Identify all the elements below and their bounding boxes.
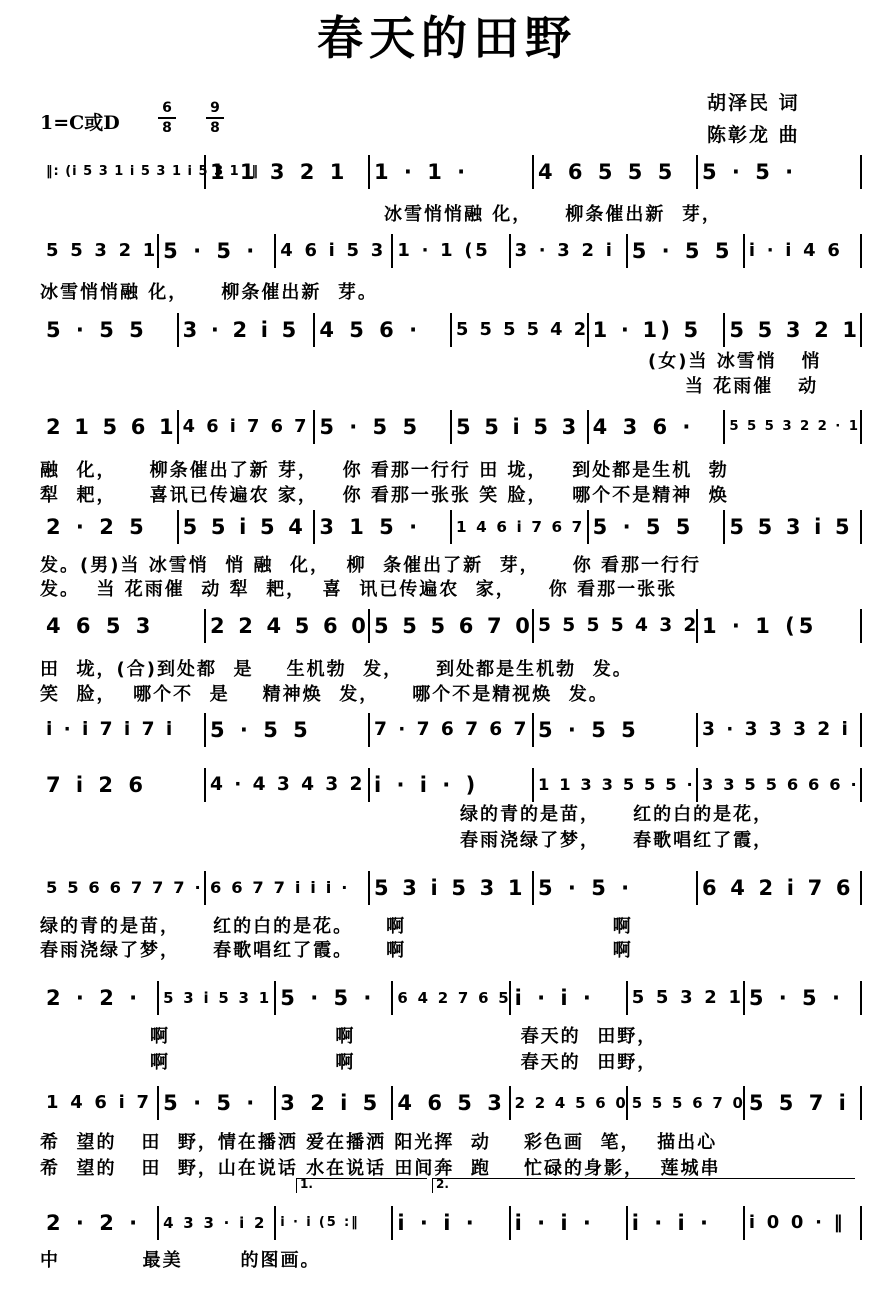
measure: 5 5 5 3 2 2 · 1 [729, 419, 860, 434]
barline [204, 155, 206, 189]
measure: 5 · 5 5 [538, 718, 640, 742]
notation-row [40, 512, 860, 542]
measure: 1 · 1 (5 [702, 614, 818, 638]
measure: 3 · 3 2 i [514, 240, 615, 261]
measure: 4 6 5 5 5 [538, 160, 677, 184]
notation-row [40, 715, 860, 745]
lyric-line: 希 望的 田 野，情在播洒 爱在播洒 阳光挥 动 彩色画 笔， 描出心 [40, 1132, 718, 1153]
measure: i · i · [397, 1211, 478, 1235]
notation-row [40, 611, 860, 641]
barline [587, 313, 589, 347]
barline [204, 768, 206, 802]
barline [587, 510, 589, 544]
barline [274, 1086, 276, 1120]
barline [860, 1086, 862, 1120]
lyric-line: 冰雪悄悄融 化， 柳条催出新 芽， [384, 204, 722, 225]
lyric-line: 啊 啊 春天的 田野， [150, 1026, 658, 1047]
measure: 2 2 4 5 6 0 [514, 1094, 629, 1112]
measure: i 0 0 · ‖ [748, 1212, 846, 1233]
measure: 5 3 i 5 3 1 [374, 876, 526, 900]
barline [626, 1206, 628, 1240]
barline [177, 313, 179, 347]
measure: i · i · [514, 986, 595, 1010]
measure: 5 5 3 2 1 [46, 240, 159, 261]
barline [177, 410, 179, 444]
measure: 4 5 6 · [319, 318, 422, 342]
lyric-line: 发。(男)当 冰雪悄 悄 融 化， 柳 条催出了新 芽， 你 看那一行行 [40, 555, 701, 576]
barline [860, 713, 862, 747]
measure: 5 · 5 · [163, 1091, 259, 1115]
measure: i · i 4 6 [748, 240, 843, 261]
measure: 3 3 5 5 6 6 6 · [702, 775, 859, 794]
measure: 1 4 6 i 7 6 7 [456, 518, 585, 536]
measure: i · i · ) [374, 773, 480, 797]
barline [532, 609, 534, 643]
measure: 5 · 5 · [280, 986, 376, 1010]
measure: 1 · 1 · [374, 160, 470, 184]
barline [696, 609, 698, 643]
barline [532, 155, 534, 189]
measure: 6 4 2 i 7 6 [702, 876, 854, 900]
barline [391, 981, 393, 1015]
measure: 5 5 5 5 4 2 [456, 320, 589, 340]
barline [157, 234, 159, 268]
barline [723, 313, 725, 347]
barline [626, 1086, 628, 1120]
measure: 4 6 5 3 [397, 1091, 506, 1115]
measure: 1 1 3 3 5 5 5 · [538, 775, 695, 794]
measure: ‖: (i 5 3 1 i 5 3 1 i 5 3 1 :‖ [46, 164, 259, 179]
measure: 5 · 5 · [702, 160, 798, 184]
barline [313, 510, 315, 544]
notation-row [40, 157, 860, 187]
barline [177, 510, 179, 544]
measure: 5 3 i 5 3 1 [163, 989, 272, 1007]
volta-label-1: 1. [300, 1177, 313, 1191]
measure: 6 4 2 7 6 5 [397, 989, 511, 1007]
barline [743, 1206, 745, 1240]
notation-row [40, 770, 860, 800]
barline [313, 313, 315, 347]
measure: 5 · 5 · [538, 876, 634, 900]
barline [860, 234, 862, 268]
measure: 3 · 2 i 5 [182, 318, 300, 342]
barline [450, 410, 452, 444]
measure: 5 5 i 5 3 [456, 415, 580, 439]
barline [860, 510, 862, 544]
measure: 5 · 5 · [163, 239, 259, 263]
measure: 4 3 3 · i 2 [163, 1214, 267, 1232]
volta-bracket-2 [432, 1178, 855, 1193]
measure: 3 · 3 3 3 2 i [702, 719, 851, 740]
lyric-line: 当 花雨催 动 [685, 376, 819, 397]
measure: 7 i 2 6 [46, 773, 147, 797]
measure: 5 · 5 5 [46, 318, 148, 342]
lyric-line: 犁 耙， 喜讯已传遍农 家， 你 看那一张张 笑 脸， 哪个不是精神 焕 [40, 485, 729, 506]
barline [509, 1086, 511, 1120]
barline [696, 155, 698, 189]
lyric-line: 田 垅，(合)到处都 是 生机勃 发， 到处都是生机勃 发。 [40, 659, 633, 680]
barline [743, 234, 745, 268]
notation-row [40, 315, 860, 345]
lyric-line: 绿的青的是苗， 红的白的是花。 啊 啊 [40, 916, 633, 937]
barline [204, 713, 206, 747]
barline [626, 981, 628, 1015]
lyric-line: 笑 脸， 哪个不 是 精神焕 发， 哪个不是精视焕 发。 [40, 684, 609, 705]
barline [860, 609, 862, 643]
measure: i · i 7 i 7 i [46, 719, 175, 740]
barline [274, 981, 276, 1015]
barline [696, 713, 698, 747]
time-sig-numerator: 6 [162, 100, 172, 116]
barline [391, 1086, 393, 1120]
barline [509, 234, 511, 268]
lyric-line: 啊 啊 春天的 田野， [150, 1052, 658, 1073]
measure: 2 · 2 · [46, 1211, 142, 1235]
measure: 2 · 2 · [46, 986, 142, 1010]
measure: 1 1 3 2 1 [210, 160, 349, 184]
lyric-line: 冰雪悄悄融 化， 柳条催出新 芽。 [40, 282, 378, 303]
measure: 4 3 6 · [592, 415, 695, 439]
barline [204, 871, 206, 905]
lyricist-credit: 胡泽民 词 [707, 92, 800, 114]
barline [532, 871, 534, 905]
barline [368, 155, 370, 189]
measure: 4 · 4 3 4 3 2 [210, 774, 365, 795]
lyric-line: 希 望的 田 野，山在说话 水在说话 田间奔 跑 忙碌的身影， 莲城串 [40, 1158, 721, 1179]
notation-row [40, 1088, 860, 1118]
barline [274, 1206, 276, 1240]
barline [696, 871, 698, 905]
lyric-line: 融 化， 柳条催出了新 芽， 你 看那一行行 田 垅， 到处都是生机 勃 [40, 460, 729, 481]
barline [860, 1206, 862, 1240]
barline [391, 1206, 393, 1240]
barline [368, 609, 370, 643]
barline [509, 1206, 511, 1240]
barline [587, 410, 589, 444]
measure: i · i · [631, 1211, 712, 1235]
lyric-line: 中 最美 的图画。 [40, 1250, 321, 1271]
barline [743, 1086, 745, 1120]
measure: 4 6 i 5 3 [280, 240, 386, 261]
barline [368, 871, 370, 905]
measure: 5 · 5 5 [592, 515, 695, 539]
barline [509, 981, 511, 1015]
composer-credit: 陈彰龙 曲 [707, 124, 800, 146]
measure: 5 · 5 5 [210, 718, 312, 742]
measure: 5 5 i 5 4 [182, 515, 307, 539]
time-signature-1 [158, 100, 176, 136]
page-title: 春天的田野 [317, 11, 577, 65]
barline [723, 410, 725, 444]
time-signature-2 [206, 100, 224, 136]
notation-row [40, 236, 860, 266]
time-sig-denominator: 8 [162, 120, 172, 136]
barline [860, 768, 862, 802]
lyric-line: 春雨浇绿了梦， 春歌唱红了霞， [460, 830, 774, 851]
measure: 4 6 5 3 [46, 614, 155, 638]
barline [532, 713, 534, 747]
measure: 5 · 5 · [748, 986, 844, 1010]
lyric-line: 发。 当 花雨催 动 犁 耙， 喜 讯已传遍农 家， 你 看那一张张 [40, 579, 678, 600]
barline [368, 768, 370, 802]
measure: 6 6 7 7 i i i · [210, 878, 350, 897]
measure: 5 5 5 5 4 3 2 [538, 615, 699, 636]
measure: 1 4 6 i 7 [46, 1092, 152, 1113]
barline [368, 713, 370, 747]
lyric-line: 绿的青的是苗， 红的白的是花， [460, 804, 774, 825]
notation-row [40, 873, 860, 903]
key-signature: 1=C或D [40, 112, 120, 134]
barline [860, 155, 862, 189]
measure: 5 · 5 5 [319, 415, 422, 439]
measure: 5 5 7 i [748, 1091, 850, 1115]
measure: 5 5 5 6 7 0 [631, 1094, 746, 1112]
measure: 4 6 i 7 6 7 [182, 417, 309, 437]
measure: 2 1 5 6 1 [46, 415, 177, 439]
time-sig-denominator: 8 [210, 120, 220, 136]
barline [743, 981, 745, 1015]
measure: 3 1 5 · [319, 515, 422, 539]
barline [450, 313, 452, 347]
measure: 5 5 3 2 1 [729, 318, 861, 342]
measure: 3 2 i 5 [280, 1091, 382, 1115]
measure: 2 · 2 5 [46, 515, 148, 539]
barline [626, 234, 628, 268]
measure: 1 · 1) 5 [592, 318, 702, 342]
lyric-line: 春雨浇绿了梦， 春歌唱红了霞。 啊 啊 [40, 940, 633, 961]
notation-row [40, 983, 860, 1013]
barline [860, 871, 862, 905]
measure: 7 · 7 6 7 6 7 [374, 719, 529, 740]
measure: i · i · [514, 1211, 595, 1235]
barline [860, 313, 862, 347]
measure: 1 · 1 (5 [397, 240, 491, 261]
measure: 5 5 3 i 5 [729, 515, 853, 539]
volta-bracket-1 [296, 1178, 427, 1193]
measure: 5 · 5 5 [631, 239, 734, 263]
barline [157, 1086, 159, 1120]
notation-row [40, 1208, 860, 1238]
barline [860, 981, 862, 1015]
measure: i · i (5 :‖ [280, 1215, 360, 1230]
lyric-line: (女)当 冰雪悄 悄 [648, 351, 822, 372]
barline [157, 1206, 159, 1240]
volta-label-2: 2. [436, 1177, 449, 1191]
barline [274, 234, 276, 268]
measure: 5 5 6 6 7 7 7 · [46, 878, 203, 897]
time-sig-numerator: 9 [210, 100, 220, 116]
barline [723, 510, 725, 544]
barline [860, 410, 862, 444]
measure: 5 5 5 6 7 0 [374, 614, 534, 638]
barline [696, 768, 698, 802]
measure: 2 2 4 5 6 0 [210, 614, 370, 638]
barline [204, 609, 206, 643]
barline [157, 981, 159, 1015]
barline [532, 768, 534, 802]
barline [313, 410, 315, 444]
measure: 5 5 3 2 1 [631, 987, 744, 1008]
barline [391, 234, 393, 268]
notation-row [40, 412, 860, 442]
barline [450, 510, 452, 544]
